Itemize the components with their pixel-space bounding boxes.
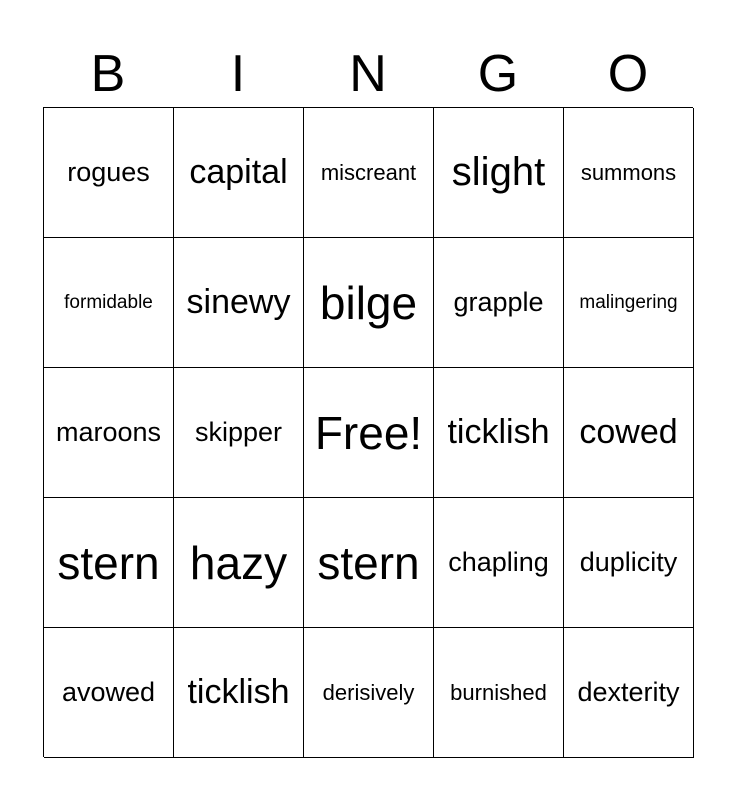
cell-word: stern: [57, 536, 160, 589]
cell-word: formidable: [64, 291, 153, 313]
bingo-cell[interactable]: [174, 498, 304, 628]
cell-word: burnished: [450, 679, 547, 705]
bingo-cell[interactable]: [304, 108, 434, 238]
bingo-cell[interactable]: [564, 628, 694, 758]
bingo-cell[interactable]: [44, 368, 174, 498]
bingo-cell[interactable]: [434, 238, 564, 368]
cell-word: stern: [317, 536, 420, 589]
bingo-cell[interactable]: [564, 498, 694, 628]
cell-word: hazy: [189, 536, 288, 589]
cell-word: capital: [189, 153, 288, 191]
cell-word: malingering: [579, 291, 678, 313]
bingo-cell[interactable]: [174, 238, 304, 368]
bingo-cell[interactable]: [434, 498, 564, 628]
bingo-cell[interactable]: [564, 108, 694, 238]
cell-word: sinewy: [186, 283, 291, 321]
bingo-header: [43, 40, 693, 108]
bingo-cell[interactable]: [44, 238, 174, 368]
header-letter-i: I: [230, 45, 246, 103]
bingo-cell[interactable]: [564, 368, 694, 498]
cell-word: maroons: [55, 417, 162, 447]
bingo-cell[interactable]: [434, 108, 564, 238]
cell-word: cowed: [579, 413, 678, 451]
header-letter-n: N: [349, 45, 387, 103]
bingo-cell[interactable]: [434, 368, 564, 498]
bingo-cell[interactable]: [304, 238, 434, 368]
header-letter-b: B: [90, 45, 126, 103]
cell-word: ticklish: [187, 673, 290, 711]
cell-word: slight: [451, 150, 546, 194]
cell-word: dexterity: [577, 677, 680, 707]
cell-word: derisively: [322, 679, 415, 705]
cell-word: miscreant: [320, 159, 417, 185]
bingo-free-cell[interactable]: [304, 368, 434, 498]
cell-word: duplicity: [579, 547, 678, 577]
bingo-cell[interactable]: [44, 108, 174, 238]
cell-word: summons: [580, 159, 677, 185]
bingo-cell[interactable]: [304, 628, 434, 758]
cell-word: ticklish: [447, 413, 550, 451]
bingo-grid: [43, 107, 693, 757]
bingo-cell[interactable]: [434, 628, 564, 758]
header-letter-g: G: [477, 45, 519, 103]
cell-word: skipper: [194, 417, 283, 447]
bingo-cell[interactable]: [304, 498, 434, 628]
cell-word: grapple: [453, 287, 544, 317]
bingo-cell[interactable]: [564, 238, 694, 368]
bingo-cell[interactable]: [44, 628, 174, 758]
cell-word: rogues: [67, 157, 150, 187]
header-letter-o: O: [607, 45, 649, 103]
cell-word: chapling: [448, 547, 549, 577]
bingo-cell[interactable]: [174, 368, 304, 498]
cell-word: Free!: [314, 406, 423, 459]
cell-word: avowed: [61, 677, 156, 707]
cell-word: bilge: [319, 276, 418, 329]
bingo-cell[interactable]: [174, 108, 304, 238]
bingo-cell[interactable]: [44, 498, 174, 628]
bingo-cell[interactable]: [174, 628, 304, 758]
